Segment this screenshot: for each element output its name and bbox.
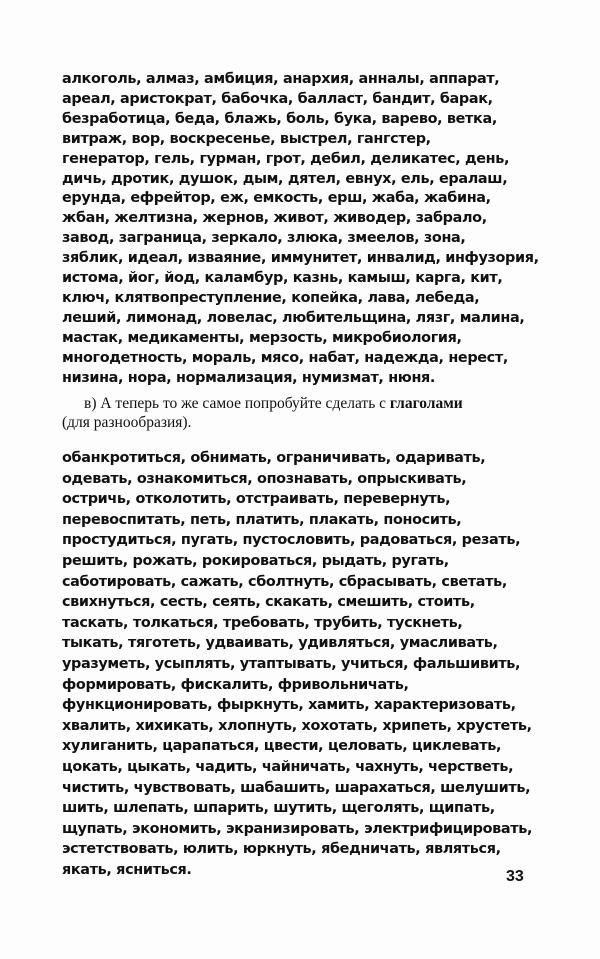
noun-list-line: безработица, беда, блажь, боль, бука, варево, ветка, (62, 110, 497, 127)
verb-list-line: функционировать, фыркнуть, хамить, характеризовать, (62, 697, 516, 714)
verb-list-line: хвалить, хихикать, хлопнуть, хохотать, хрипеть, хрустеть, (62, 717, 532, 734)
verb-list-line: саботировать, сажать, сболтнуть, сбрасывать, светать, (62, 573, 507, 590)
page-number: 33 (506, 868, 524, 885)
verb-list-line: щупать, экономить, экранизировать, электрифицировать, (62, 820, 533, 837)
verb-list-line: цокать, цыкать, чадить, чайничать, чахнуть, черстветь, (62, 758, 514, 775)
verb-list-line: хулиганить, царапаться, цвести, целовать, циклевать, (62, 738, 502, 755)
verb-list-line: обанкротиться, обнимать, ограничивать, одаривать, (62, 450, 486, 466)
verb-list-line: решить, рожать, рокироваться, рыдать, ругать, (62, 552, 449, 569)
verb-list-line: таскать, толкаться, требовать, трубить, тускнеть, (62, 614, 463, 631)
verb-list-line: шить, шлепать, шпарить, шутить, щеголять, щипать, (62, 800, 495, 817)
instruction-line-1 (62, 394, 542, 413)
verb-list-line: уразуметь, усыплять, утаптывать, учиться, фальшивить, (62, 655, 521, 672)
noun-list-line: низина, нора, нормализация, нумизмат, нюня. (62, 369, 436, 386)
noun-list-line: леший, лимонад, ловелас, любительщина, лязг, малина, (62, 309, 525, 326)
noun-list (62, 70, 562, 389)
exercise-instruction (62, 394, 542, 432)
verb-list-line: якать, ясниться. (62, 861, 192, 878)
verb-list-line: простудиться, пугать, пустословить, радоваться, резать, (62, 532, 521, 549)
noun-list-line: зяблик, идеал, изваяние, иммунитет, инвалид, инфузория, (62, 250, 539, 267)
verb-list-line: остричь, отколотить, отстраивать, перевернуть, (62, 491, 451, 508)
noun-list-line: ключ, клятвопреступление, копейка, лава, лебеда, (62, 289, 480, 306)
noun-list-line: истома, йог, йод, каламбур, казнь, камыш, карга, кит, (62, 270, 503, 287)
noun-list-line: генератор, гель, гурман, грот, дебил, деликатес, день, (62, 150, 510, 167)
verb-list-line: формировать, фискалить, фривольничать, (62, 676, 409, 693)
noun-list-line: алкоголь, алмаз, амбиция, анархия, анналы, аппарат, (62, 71, 500, 87)
verb-list (62, 448, 562, 880)
verb-list-line: тыкать, тяготеть, удваивать, удивляться, умасливать, (62, 635, 498, 652)
instruction-emphasis: глаголами (389, 395, 463, 412)
verb-list-line: перевоспитать, петь, платить, плакать, поносить, (62, 511, 462, 528)
noun-list-line: многодетность, мораль, мясо, набат, надежда, нерест, (62, 349, 508, 366)
verb-list-line: свихнуться, сесть, сеять, скакать, смешить, стоить, (62, 594, 475, 611)
noun-list-line: жбан, желтизна, жернов, живот, живодер, забрало, (62, 210, 487, 227)
noun-list-line: дичь, дротик, душок, дым, дятел, евнух, ель, ералаш, (62, 170, 508, 187)
noun-list-line: ерунда, ефрейтор, еж, емкость, ерш, жаба, жабина, (62, 190, 491, 207)
verb-list-line: эстетствовать, юлить, юркнуть, ябедничать, являться, (62, 841, 501, 858)
noun-list-line: ареал, аристократ, бабочка, балласт, бандит, барак, (62, 90, 493, 107)
noun-list-line: завод, заграница, зеркало, злюка, змеелов, зона, (62, 230, 466, 247)
noun-list-line: витраж, вор, воскресенье, выстрел, гангстер, (62, 130, 431, 147)
verb-list-line: одевать, ознакомиться, опознавать, опрыскивать, (62, 470, 467, 487)
verb-list-line: чистить, чувствовать, шабашить, шарахаться, шелушить, (62, 779, 531, 796)
instruction-text: в) А теперь то же самое попробуйте сделать с (84, 395, 390, 412)
noun-list-line: мастак, медикаменты, мерзость, микробиология, (62, 329, 462, 346)
instruction-line-2: (для разнообразия). (62, 414, 192, 431)
